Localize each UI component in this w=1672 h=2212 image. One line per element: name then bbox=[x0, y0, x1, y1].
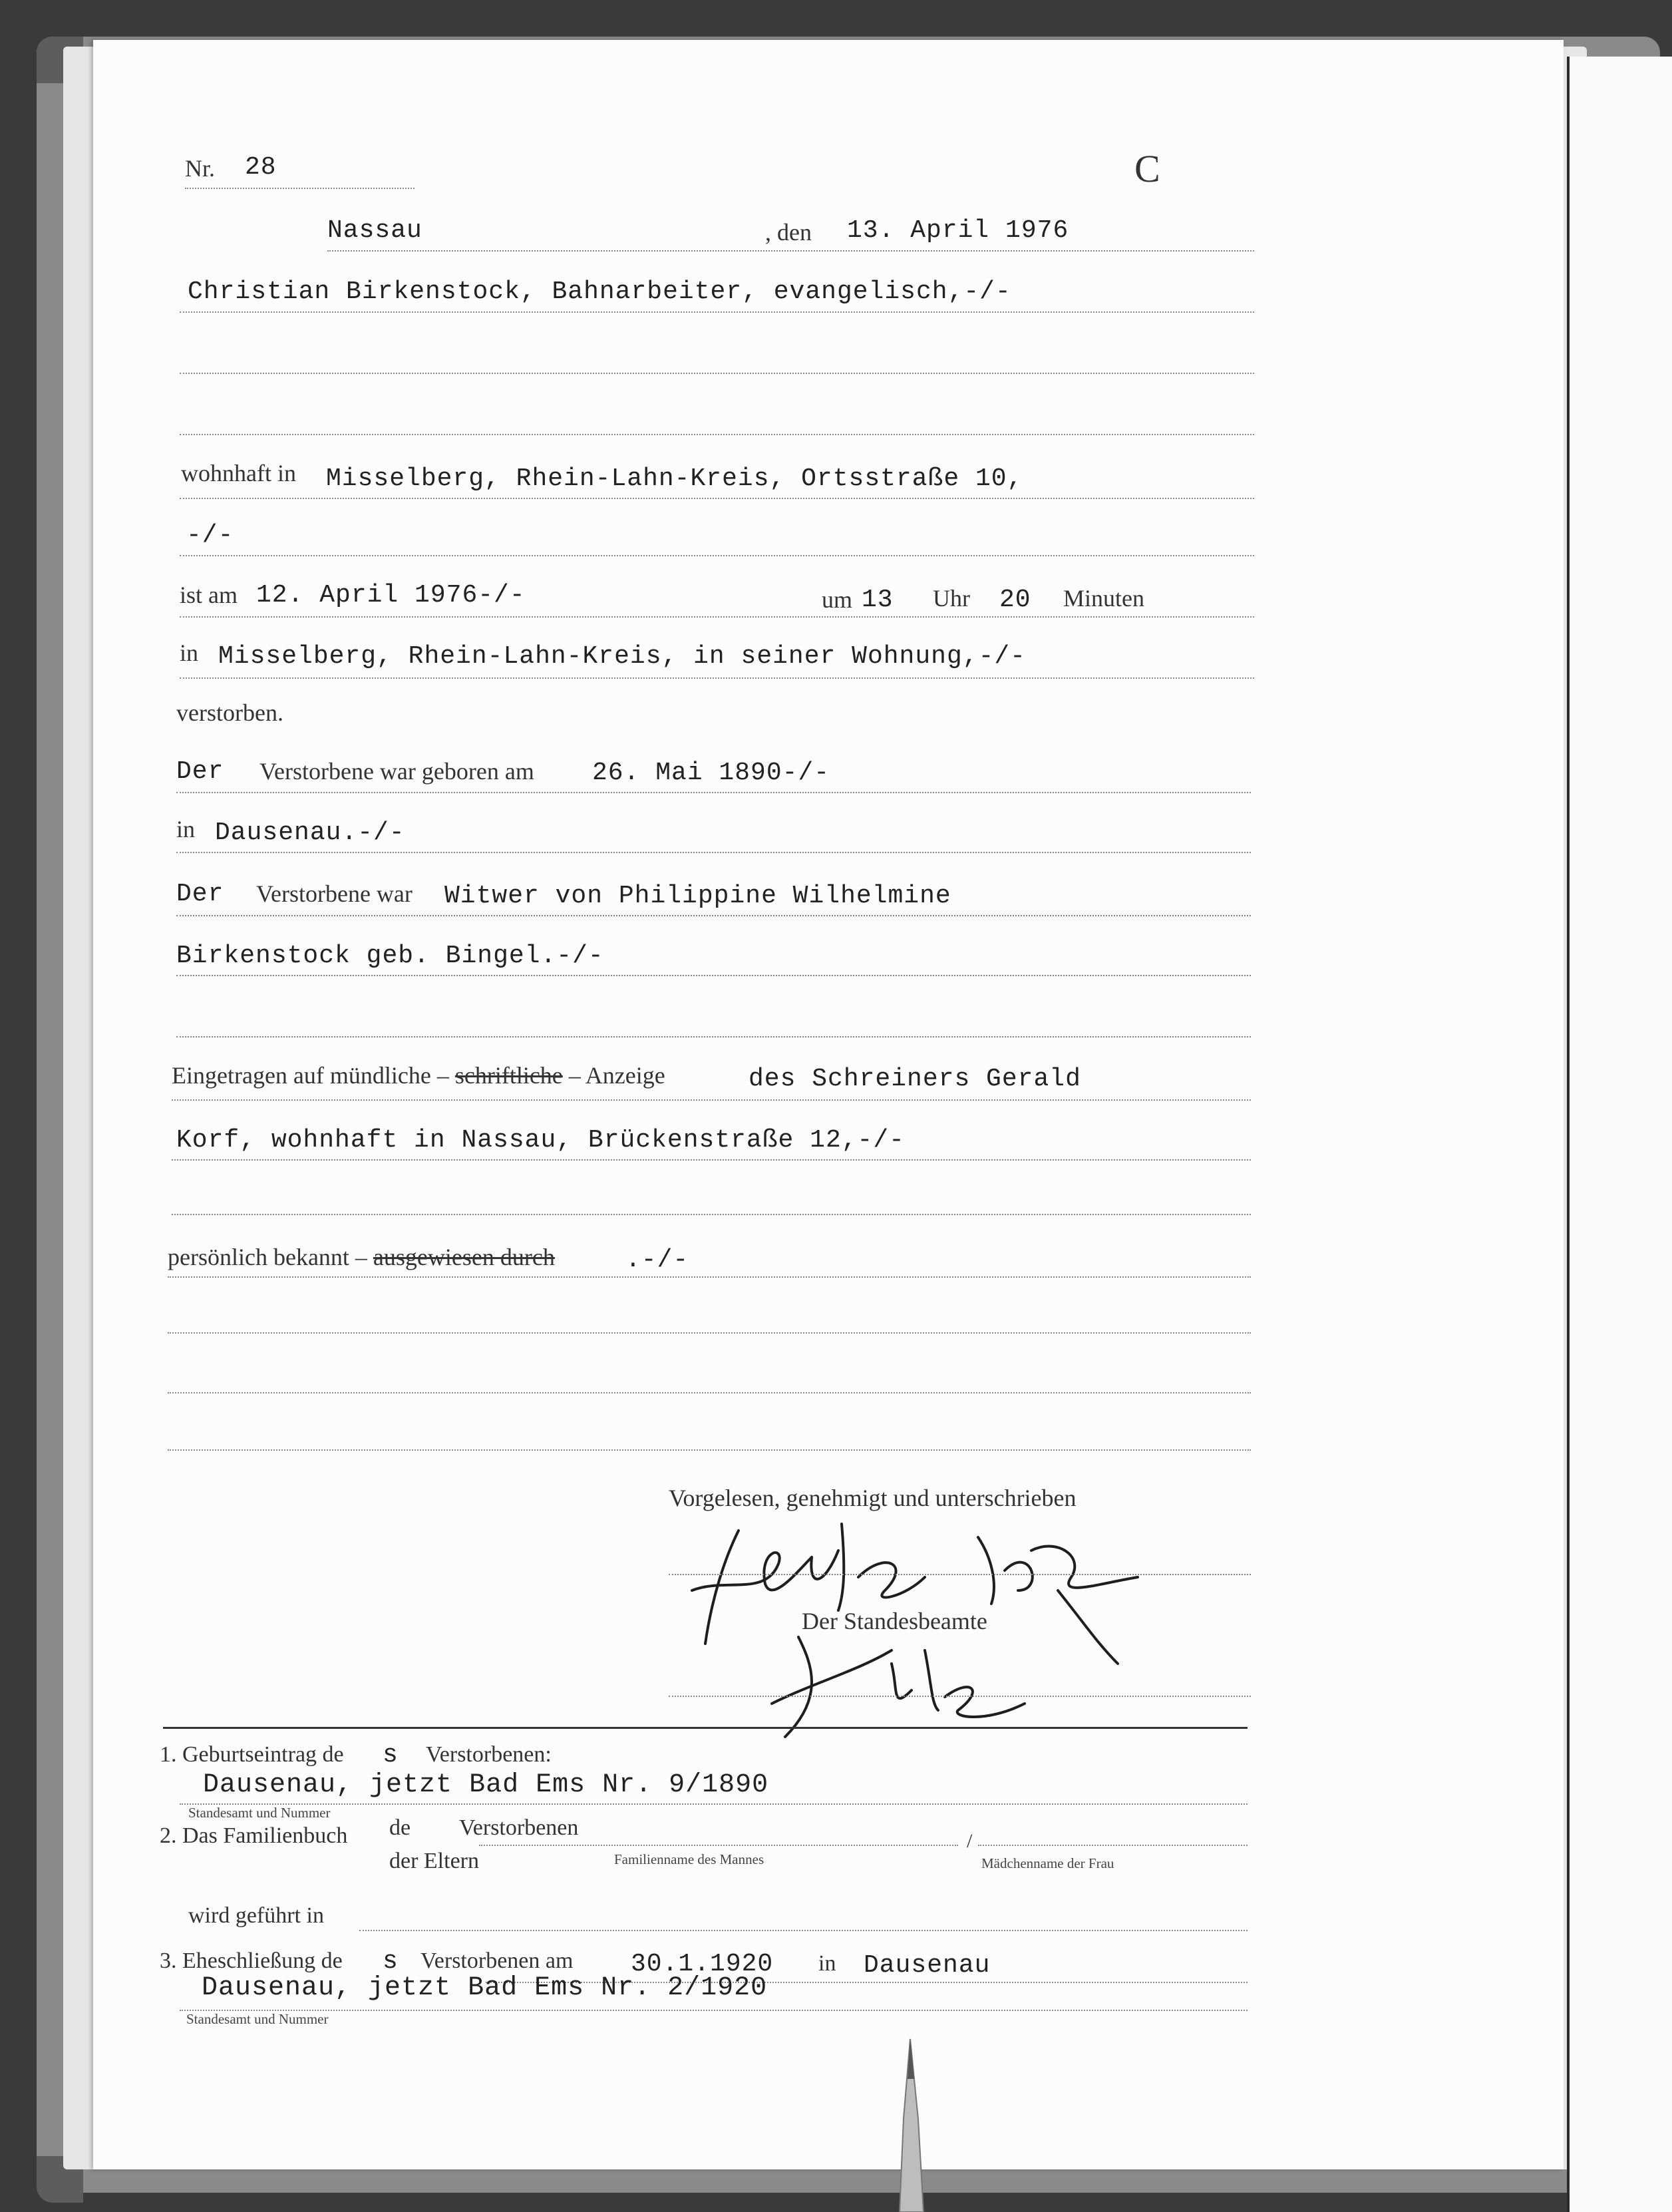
identity-label-a: persönlich bekannt – bbox=[168, 1244, 367, 1270]
death-date-value: 12. April 1976-/- bbox=[256, 581, 526, 610]
marriage-label: 3. Eheschließung de bbox=[160, 1948, 343, 1973]
blank-line-7 bbox=[168, 1449, 1251, 1451]
registrar-label: Der Standesbeamte bbox=[802, 1608, 987, 1634]
report-label-a: Eingetragen auf mündliche – bbox=[172, 1062, 449, 1089]
number-label: Nr. bbox=[185, 155, 215, 182]
number-line bbox=[185, 188, 415, 189]
informant-cont-value: Korf, wohnhaft in Nassau, Brückenstraße 12,-/- bbox=[176, 1126, 905, 1155]
marital-cont-value: Birkenstock geb. Bingel.-/- bbox=[176, 942, 604, 970]
death-date-label: ist am bbox=[180, 582, 238, 608]
residence-line bbox=[180, 498, 1254, 499]
blank-line-4 bbox=[172, 1214, 1251, 1215]
marriage-in: in bbox=[818, 1951, 836, 1976]
minuten-label: Minuten bbox=[1063, 585, 1144, 612]
marital-label: Verstorbene war bbox=[256, 880, 413, 907]
died-text: verstorben. bbox=[176, 699, 283, 726]
pen-icon bbox=[890, 2039, 930, 2212]
informant-cont-line bbox=[172, 1159, 1251, 1161]
birth-prefix: Der bbox=[176, 757, 224, 786]
residence-value: Misselberg, Rhein-Lahn-Kreis, Ortsstraße 10, bbox=[326, 464, 1023, 493]
identity-label bbox=[168, 1243, 555, 1271]
family-book-verstorbenen: Verstorbenen bbox=[459, 1815, 579, 1840]
date-value: 13. April 1976 bbox=[847, 216, 1069, 245]
hour-value: 13 bbox=[862, 586, 894, 614]
death-place-line bbox=[180, 677, 1254, 679]
marriage-date-value: 30.1.1920 bbox=[631, 1950, 774, 1978]
death-date-line bbox=[180, 616, 1254, 618]
date-label: , den bbox=[765, 219, 812, 246]
person-value: Christian Birkenstock, Bahnarbeiter, evangelisch,-/- bbox=[188, 277, 1011, 306]
birth-label: Verstorbene war geboren am bbox=[259, 758, 534, 785]
report-label-b: – Anzeige bbox=[568, 1062, 665, 1089]
birth-entry-line bbox=[180, 1803, 1248, 1805]
place-value: Nassau bbox=[327, 216, 422, 245]
marital-cont-line bbox=[176, 975, 1251, 976]
office-label-2: Standesamt und Nummer bbox=[186, 2011, 329, 2027]
identity-value: .-/- bbox=[625, 1246, 689, 1274]
next-page-edge bbox=[1567, 57, 1672, 2212]
uhr-label: Uhr bbox=[933, 585, 970, 612]
birth-date-line bbox=[176, 792, 1251, 793]
office-label: Standesamt und Nummer bbox=[188, 1805, 331, 1821]
blank-line-5 bbox=[168, 1332, 1251, 1334]
identity-label-struck: ausgewiesen durch bbox=[373, 1244, 555, 1270]
maiden-name-line bbox=[978, 1845, 1248, 1846]
name-slash: / bbox=[967, 1830, 973, 1852]
family-book-eltern: der Eltern bbox=[389, 1849, 479, 1873]
marriage-label2: Verstorbenen am bbox=[420, 1948, 574, 1973]
birth-date-value: 26. Mai 1890-/- bbox=[592, 759, 830, 787]
blank-line-1 bbox=[180, 373, 1254, 374]
report-label bbox=[172, 1061, 665, 1089]
informant-line bbox=[172, 1099, 1251, 1101]
closing-text: Vorgelesen, genehmigt und unterschrieben bbox=[669, 1485, 1077, 1511]
um-label: um bbox=[822, 586, 853, 613]
death-register-page bbox=[93, 40, 1564, 2169]
report-label-struck: schriftliche bbox=[454, 1062, 563, 1089]
residence-label: wohnhaft in bbox=[181, 460, 296, 486]
blank-line-2 bbox=[180, 434, 1254, 435]
kept-in-label: wird geführt in bbox=[188, 1903, 324, 1928]
husband-name-label: Familienname des Mannes bbox=[614, 1851, 764, 1867]
birth-entry-value: Dausenau, jetzt Bad Ems Nr. 9/1890 bbox=[203, 1770, 769, 1800]
footer-rule bbox=[163, 1727, 1248, 1729]
marital-value: Witwer von Philippine Wilhelmine bbox=[444, 882, 951, 910]
death-place-value: Misselberg, Rhein-Lahn-Kreis, in seiner Wohnung,-/- bbox=[218, 642, 1026, 671]
record-number: 28 bbox=[245, 153, 277, 182]
birth-entry-letter: s bbox=[383, 1741, 399, 1769]
marital-line bbox=[176, 915, 1251, 916]
person-line bbox=[180, 311, 1254, 313]
informant-value: des Schreiners Gerald bbox=[749, 1065, 1081, 1093]
maiden-name-label: Mädchenname der Frau bbox=[981, 1855, 1114, 1871]
signature-line-1 bbox=[669, 1574, 1251, 1575]
marriage-entry-value: Dausenau, jetzt Bad Ems Nr. 2/1920 bbox=[202, 1973, 768, 2003]
birth-entry-label2: Verstorbenen: bbox=[426, 1742, 552, 1767]
marriage-letter: s bbox=[383, 1947, 399, 1976]
identity-line bbox=[168, 1276, 1251, 1278]
husband-name-line bbox=[479, 1845, 958, 1846]
registrar-signature bbox=[758, 1624, 1038, 1744]
family-book-label: 2. Das Familienbuch bbox=[160, 1823, 348, 1848]
blank-line-6 bbox=[168, 1392, 1251, 1393]
kept-in-line bbox=[359, 1930, 1248, 1931]
birth-place-line bbox=[176, 852, 1251, 853]
residence-cont-value: -/- bbox=[186, 521, 234, 550]
corner-letter: C bbox=[1134, 147, 1160, 190]
birth-entry-label: 1. Geburtseintrag de bbox=[160, 1742, 344, 1767]
marriage-entry-line bbox=[180, 2010, 1248, 2011]
residence-cont-line bbox=[180, 555, 1254, 556]
marriage-place-value: Dausenau bbox=[864, 1951, 991, 1980]
blank-line-3 bbox=[176, 1036, 1251, 1037]
family-book-de: de bbox=[389, 1815, 411, 1840]
death-place-label: in bbox=[180, 640, 199, 666]
place-line bbox=[327, 250, 1254, 252]
birth-place-value: Dausenau.-/- bbox=[215, 819, 405, 847]
signature-line-2 bbox=[669, 1696, 1251, 1697]
minutes-value: 20 bbox=[999, 586, 1031, 614]
marital-prefix: Der bbox=[176, 880, 224, 908]
birth-place-label: in bbox=[176, 816, 196, 842]
